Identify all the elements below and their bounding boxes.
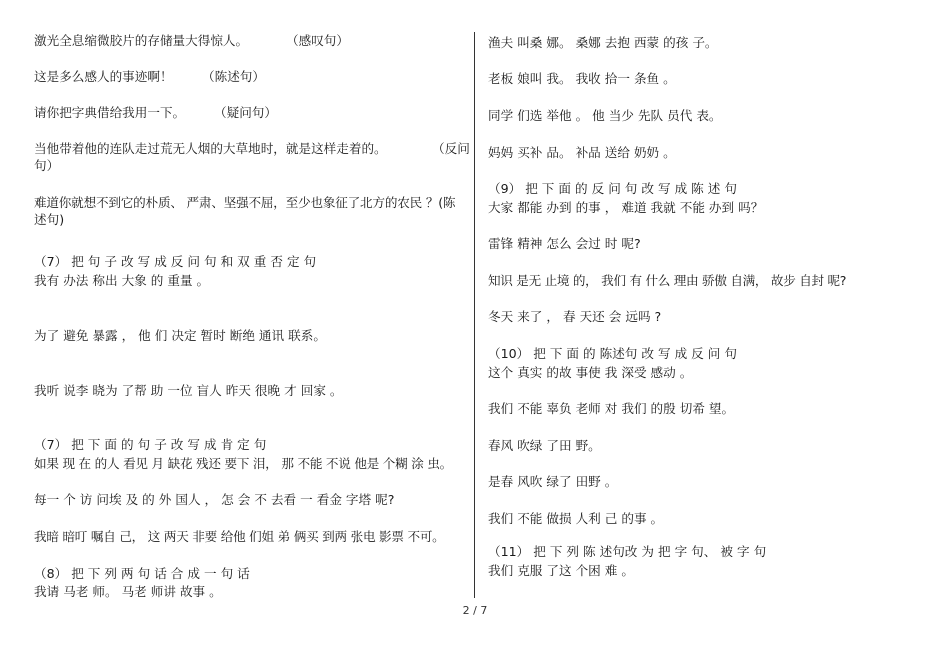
exercise-line: 我们 不能 做损 人利 己 的事 。 — [488, 511, 664, 526]
exercise-line: 我暗 暗叮 嘱自 己， 这 两天 非要 给他 们姐 弟 俩买 到两 张电 影票 不可。 — [34, 529, 445, 544]
sentence-text: 这是多么感人的事迹啊！ — [34, 69, 173, 84]
section-heading: （10） 把 下 面 的 陈述句 改 写 成 反 问 句 — [488, 346, 737, 361]
exercise-line: 每一 个 访 问埃 及 的 外 国人 ， 怎 会 不 去看 一 看金 字塔 呢? — [34, 492, 395, 507]
sentence-line — [34, 140, 470, 157]
sentence-text: 激光全息缩微胶片的存储量大得惊人。 — [34, 33, 249, 48]
exercise-line: 为了 避免 暴露 ， 他 们 决定 暂时 断绝 通讯 联系。 — [34, 328, 326, 343]
sentence-text: 请你把字典借给我用一下。 — [34, 105, 186, 120]
exercise-line: 冬天 来了 ， 春 天还 会 远吗 ? — [488, 309, 662, 324]
section-heading: （8） 把 下 列 两 句 话 合 成 一 句 话 — [34, 566, 250, 581]
sentence-type-tag: （陈述句） — [202, 69, 265, 84]
sentence-type-tag: （疑问句） — [214, 105, 277, 120]
section-heading: （9） 把 下 面 的 反 问 句 改 写 成 陈 述 句 — [488, 181, 737, 196]
sentence-text: 难道你就想不到它的朴质、 严肃、坚强不屈，至少也象征了北方的农民 ？(陈 — [34, 195, 456, 210]
exercise-line: 知识 是无 止境 的， 我们 有 什么 理由 骄傲 自满， 故步 自封 呢? — [488, 273, 847, 288]
exercise-line: 妈妈 买补 品。 补品 送给 奶奶 。 — [488, 145, 676, 160]
sentence-type-tag: （反问 — [432, 141, 470, 156]
section-heading: （11） 把 下 列 陈 述句改 为 把 字 句、 被 字 句 — [488, 544, 767, 559]
exercise-line: 春风 吹绿 了田 野。 — [488, 438, 601, 453]
sentence-type-tag-continued: 述句) — [34, 212, 65, 227]
exercise-line: 我有 办法 称出 大象 的 重量 。 — [34, 273, 210, 288]
exercise-line: 是春 风吹 绿了 田野 。 — [488, 474, 618, 489]
sentence-type-tag-continued: 句） — [34, 158, 60, 173]
exercise-line: 我听 说李 晓为 了帮 助 一位 盲人 昨天 很晚 才 回家 。 — [34, 383, 343, 398]
section-heading: （7） 把 句 子 改 写 成 反 问 句 和 双 重 否 定 句 — [34, 254, 317, 269]
exercise-line: 这个 真实 的故 事使 我 深受 感动 。 — [488, 365, 693, 380]
exercise-line: 老板 娘叫 我。 我收 拾一 条鱼 。 — [488, 71, 676, 86]
exercise-line: 我请 马老 师。 马老 师讲 故事 。 — [34, 584, 222, 599]
exercise-line: 我们 不能 辜负 老师 对 我们 的殷 切希 望。 — [488, 401, 735, 416]
exercise-line: 同学 们选 举他 。 他 当少 先队 员代 表。 — [488, 108, 722, 123]
exercise-line: 如果 现 在 的人 看见 月 缺花 残还 要下 泪， 那 不能 不说 他是 个糊 涂 虫。 — [34, 456, 453, 471]
sentence-line — [34, 104, 277, 121]
sentence-line — [34, 68, 265, 85]
page-number: 2 / 7 — [462, 604, 488, 617]
sentence-text: 当他带着他的连队走过荒无人烟的大草地时，就是这样走着的。 — [34, 141, 387, 156]
sentence-line — [34, 32, 349, 49]
section-heading: （7） 把 下 面 的 句 子 改 写 成 肯 定 句 — [34, 437, 267, 452]
sentence-type-tag: （感叹句） — [286, 33, 349, 48]
column-divider — [474, 32, 475, 598]
exercise-line: 渔夫 叫桑 娜。 桑娜 去抱 西蒙 的孩 子。 — [488, 35, 718, 50]
exercise-line: 大家 都能 办到 的事 ， 难道 我就 不能 办到 吗？ — [488, 200, 764, 215]
exercise-line: 雷锋 精神 怎么 会过 时 呢? — [488, 236, 641, 251]
exercise-line: 我们 克服 了这 个困 难 。 — [488, 563, 634, 578]
